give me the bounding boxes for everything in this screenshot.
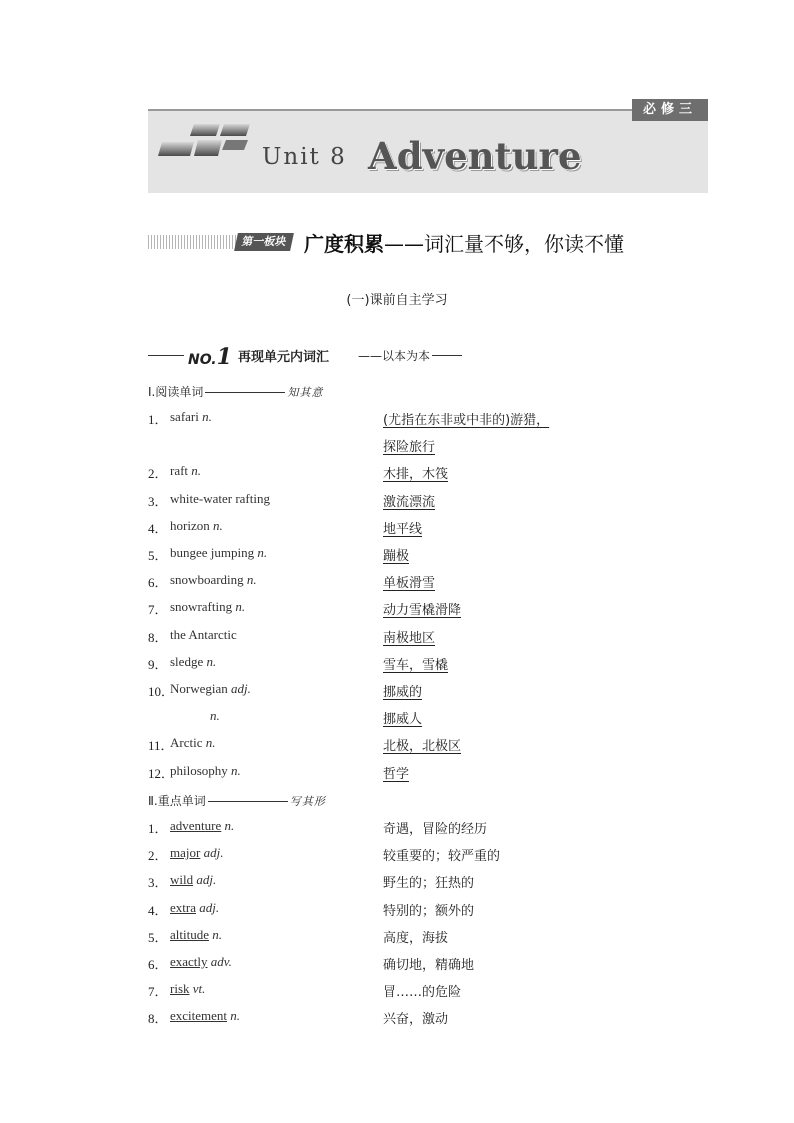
vocab-row bbox=[148, 654, 708, 674]
vocab-row bbox=[148, 981, 708, 1001]
item-answer: 冒……的危险 bbox=[383, 985, 462, 1001]
vocab-row bbox=[148, 463, 708, 483]
item-pos: n. bbox=[246, 572, 257, 588]
item-pos: n. bbox=[210, 708, 220, 724]
item-word-text: extra bbox=[170, 899, 196, 915]
part1-rule bbox=[205, 392, 285, 393]
item-number: 6． bbox=[148, 575, 168, 591]
part2-label: Ⅱ.重点单词 bbox=[148, 794, 206, 808]
subheading: (一)课前自主学习 bbox=[346, 293, 448, 308]
item-number: 7． bbox=[148, 984, 168, 1000]
item-word bbox=[170, 409, 212, 425]
item-pos: adv. bbox=[210, 954, 232, 969]
item-word-text: safari bbox=[170, 409, 199, 424]
item-number: 4． bbox=[148, 902, 168, 918]
item-word bbox=[170, 627, 237, 643]
item-word-text: exactly bbox=[170, 954, 208, 969]
item-pos: n. bbox=[191, 463, 202, 479]
vocab-row bbox=[148, 845, 708, 865]
item-word bbox=[170, 491, 270, 507]
item-number: 4． bbox=[148, 520, 168, 536]
item-answer: 单板滑雪 bbox=[383, 576, 436, 592]
item-word-text: white-water rafting bbox=[170, 490, 270, 506]
item-number: 8． bbox=[148, 1011, 168, 1027]
item-word bbox=[170, 818, 234, 834]
item-word-text: snowrafting bbox=[170, 599, 233, 615]
section-heading bbox=[148, 230, 708, 254]
item-number: 7． bbox=[148, 602, 168, 618]
item-word bbox=[170, 954, 232, 970]
part2-heading bbox=[148, 792, 326, 809]
item-answer: 雪车，雪橇 bbox=[383, 657, 449, 673]
vocab-row bbox=[148, 735, 708, 755]
unit-banner bbox=[148, 102, 708, 193]
item-answer: 特别的；额外的 bbox=[383, 903, 475, 919]
item-word bbox=[170, 872, 216, 888]
item-word-text: snowboarding bbox=[170, 572, 244, 588]
item-word bbox=[170, 735, 215, 751]
no1-number: 1 bbox=[216, 344, 232, 370]
item-word bbox=[170, 927, 222, 943]
item-number: 5． bbox=[148, 929, 168, 945]
item-answer: 北极，北极区 bbox=[383, 739, 462, 755]
part1-label: Ⅰ.阅读单词 bbox=[148, 385, 204, 399]
vocab-row bbox=[148, 872, 708, 892]
item-answer: 动力雪橇滑降 bbox=[383, 603, 462, 619]
section-title-rest: ——词汇量不够，你读不懂 bbox=[384, 232, 624, 256]
item-word-text: horizon bbox=[170, 517, 210, 533]
item-number: 10． bbox=[148, 684, 175, 699]
vocab-row bbox=[148, 545, 708, 565]
item-word-text: wild bbox=[170, 872, 194, 888]
item-answer: 高度，海拔 bbox=[383, 930, 449, 946]
section-title bbox=[304, 228, 624, 257]
vocab-row bbox=[148, 818, 708, 838]
vocab-row bbox=[148, 900, 708, 920]
item-word bbox=[170, 681, 251, 697]
item-answer: 挪威的 bbox=[383, 685, 423, 700]
item-number: 8． bbox=[148, 629, 168, 645]
item-pos: n. bbox=[224, 818, 235, 833]
item-answer: 奇遇，冒险的经历 bbox=[383, 822, 488, 837]
divider-right bbox=[432, 355, 462, 356]
item-pos: adj. bbox=[196, 872, 217, 888]
item-number: 1． bbox=[148, 412, 168, 427]
item-word bbox=[170, 981, 205, 997]
item-pos: vt. bbox=[192, 981, 206, 997]
part1-heading bbox=[148, 383, 323, 400]
no1-prefix: NO. bbox=[188, 352, 217, 368]
item-answer: 探险旅行 bbox=[383, 440, 436, 456]
item-word bbox=[170, 463, 201, 479]
item-word bbox=[210, 708, 220, 724]
item-pos: n. bbox=[212, 926, 222, 942]
item-answer: 激流漂流 bbox=[383, 494, 436, 510]
part2-hint: 写其形 bbox=[289, 795, 326, 808]
item-number: 6． bbox=[148, 957, 168, 972]
item-number: 12． bbox=[148, 765, 175, 781]
vocab-row bbox=[148, 518, 708, 538]
vocab-row bbox=[148, 681, 708, 701]
item-word bbox=[170, 1008, 240, 1024]
item-answer: 兴奋，激动 bbox=[383, 1012, 449, 1028]
item-word bbox=[170, 900, 219, 916]
item-answer: 南极地区 bbox=[383, 630, 436, 646]
item-word bbox=[170, 654, 216, 670]
item-word bbox=[170, 845, 223, 861]
item-number: 5． bbox=[148, 548, 168, 563]
item-word bbox=[170, 763, 241, 779]
item-word bbox=[170, 572, 257, 588]
item-word-text: the Antarctic bbox=[170, 626, 237, 642]
item-word-text: adventure bbox=[170, 818, 222, 833]
item-answer: 木排，木筏 bbox=[383, 467, 449, 483]
part1-hint: 知其意 bbox=[287, 386, 324, 399]
vocab-row bbox=[148, 627, 708, 647]
item-word-text: excitement bbox=[170, 1008, 228, 1024]
item-pos: adj. bbox=[203, 845, 224, 861]
vocab-row bbox=[148, 572, 708, 592]
item-pos: n. bbox=[235, 599, 246, 615]
unit-title: Adventure bbox=[368, 134, 582, 178]
item-number: 3． bbox=[148, 493, 168, 509]
no1-heading bbox=[148, 342, 608, 368]
item-pos: n. bbox=[206, 653, 217, 669]
vocab-row bbox=[148, 954, 708, 974]
item-answer: (尤指在东非或中非的)游猎， bbox=[383, 413, 550, 428]
section-title-strong: 广度积累 bbox=[304, 232, 384, 256]
no1-subtitle: ——以本为本 bbox=[358, 349, 431, 363]
no1-label bbox=[188, 344, 232, 370]
item-word-text: Norwegian bbox=[170, 681, 228, 696]
vocab-row bbox=[148, 927, 708, 947]
vocab-row bbox=[148, 409, 708, 429]
item-pos: adj. bbox=[231, 681, 251, 696]
item-word-text: raft bbox=[170, 463, 189, 479]
vocab-row bbox=[148, 436, 708, 456]
item-answer: 蹦极 bbox=[383, 549, 410, 564]
item-word-text: major bbox=[170, 845, 201, 861]
item-pos: n. bbox=[205, 735, 216, 751]
item-word-text: philosophy bbox=[170, 762, 228, 778]
item-number: 11． bbox=[148, 738, 174, 754]
item-word-text: Arctic bbox=[170, 735, 203, 751]
item-word-text: sledge bbox=[170, 653, 204, 669]
item-pos: n. bbox=[212, 517, 223, 533]
item-answer: 确切地，精确地 bbox=[383, 958, 475, 973]
textbook-badge: 必修三 bbox=[632, 99, 708, 121]
item-answer: 地平线 bbox=[383, 521, 423, 537]
item-number: 9． bbox=[148, 656, 168, 672]
vocab-row bbox=[148, 599, 708, 619]
item-pos: adj. bbox=[199, 899, 220, 915]
item-number: 1． bbox=[148, 821, 168, 836]
item-pos: n. bbox=[202, 409, 212, 424]
item-word bbox=[170, 545, 267, 561]
part2-rule bbox=[208, 801, 288, 802]
item-answer: 挪威人 bbox=[383, 712, 423, 728]
item-number: 3． bbox=[148, 875, 168, 891]
vocab-row bbox=[148, 1008, 708, 1028]
item-answer: 野生的；狂热的 bbox=[383, 876, 475, 892]
item-pos: n. bbox=[230, 1008, 241, 1024]
item-answer: 哲学 bbox=[383, 766, 410, 782]
vocab-row bbox=[148, 763, 708, 783]
item-word-text: risk bbox=[170, 981, 190, 997]
vocab-row bbox=[148, 708, 708, 728]
unit-number: Unit 8 bbox=[262, 144, 347, 170]
item-word-text: bungee jumping bbox=[170, 545, 255, 560]
item-number: 2． bbox=[148, 466, 168, 482]
divider-left bbox=[148, 355, 184, 356]
item-pos: n. bbox=[231, 762, 241, 778]
vocab-row bbox=[148, 491, 708, 511]
hatch-decoration bbox=[148, 235, 236, 249]
item-number: 2． bbox=[148, 848, 168, 864]
no1-title: 再现单元内词汇 bbox=[238, 350, 330, 365]
item-pos: n. bbox=[257, 545, 268, 560]
section-tag: 第一板块 bbox=[234, 233, 294, 251]
item-word bbox=[170, 599, 245, 615]
item-word bbox=[170, 518, 223, 534]
item-word-text: altitude bbox=[170, 926, 209, 942]
landscape-photos-icon bbox=[158, 121, 254, 161]
item-answer: 较重要的；较严重的 bbox=[383, 849, 501, 865]
